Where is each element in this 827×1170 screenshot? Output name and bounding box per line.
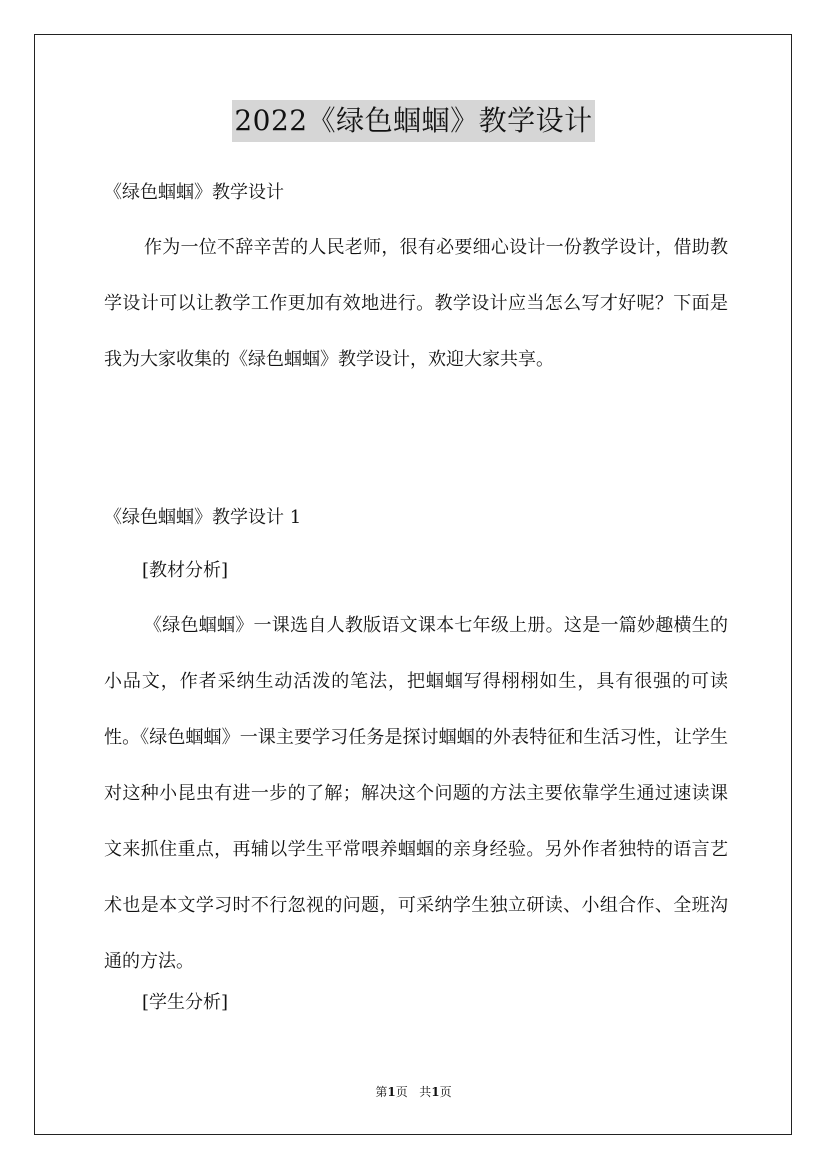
page-prefix: 第	[375, 1085, 388, 1099]
current-page-number: 1	[387, 1085, 396, 1099]
material-analysis-paragraph: 《绿色蝈蝈》一课选自人教版语文课本七年级上册。这是一篇妙趣横生的小品文，作者采纳生动活泼的笔法，把蝈蝈写得栩栩如生，具有很强的可读性。《绿色蝈蝈》一课主要学习任务是探讨蝈蝈的外表特征和生活习性，让学生对这种小昆虫有进一步的了解；解决这个问题的方法主要依靠学生通过速读课文来抓住重点，再辅以学生平常喂养蝈蝈的亲身经验。另外作者独特的语言艺术也是本文学习时不行忽视的问题，可采纳学生独立研读、小组合作、全班沟通的方法。	[104, 615, 728, 972]
total-prefix: 共	[419, 1085, 432, 1099]
student-analysis-heading: [学生分析]	[142, 992, 229, 1013]
total-page-number: 1	[431, 1085, 440, 1099]
total-word: 页	[439, 1085, 452, 1099]
document-title: 2022《绿色蝈蝈》教学设计	[232, 100, 594, 142]
document-subtitle: 《绿色蝈蝈》教学设计	[104, 182, 284, 203]
section-heading-1: 《绿色蝈蝈》教学设计 1	[104, 507, 302, 528]
title-container	[0, 100, 827, 142]
page-footer	[0, 1084, 827, 1100]
page-word: 页	[395, 1085, 408, 1099]
material-analysis-heading: [教材分析]	[142, 560, 229, 581]
intro-paragraph: 作为一位不辞辛苦的人民老师，很有必要细心设计一份教学设计，借助教学设计可以让教学工作更加有效地进行。教学设计应当怎么写才好呢？下面是我为大家收集的《绿色蝈蝈》教学设计，欢迎大家共享。	[104, 237, 728, 370]
